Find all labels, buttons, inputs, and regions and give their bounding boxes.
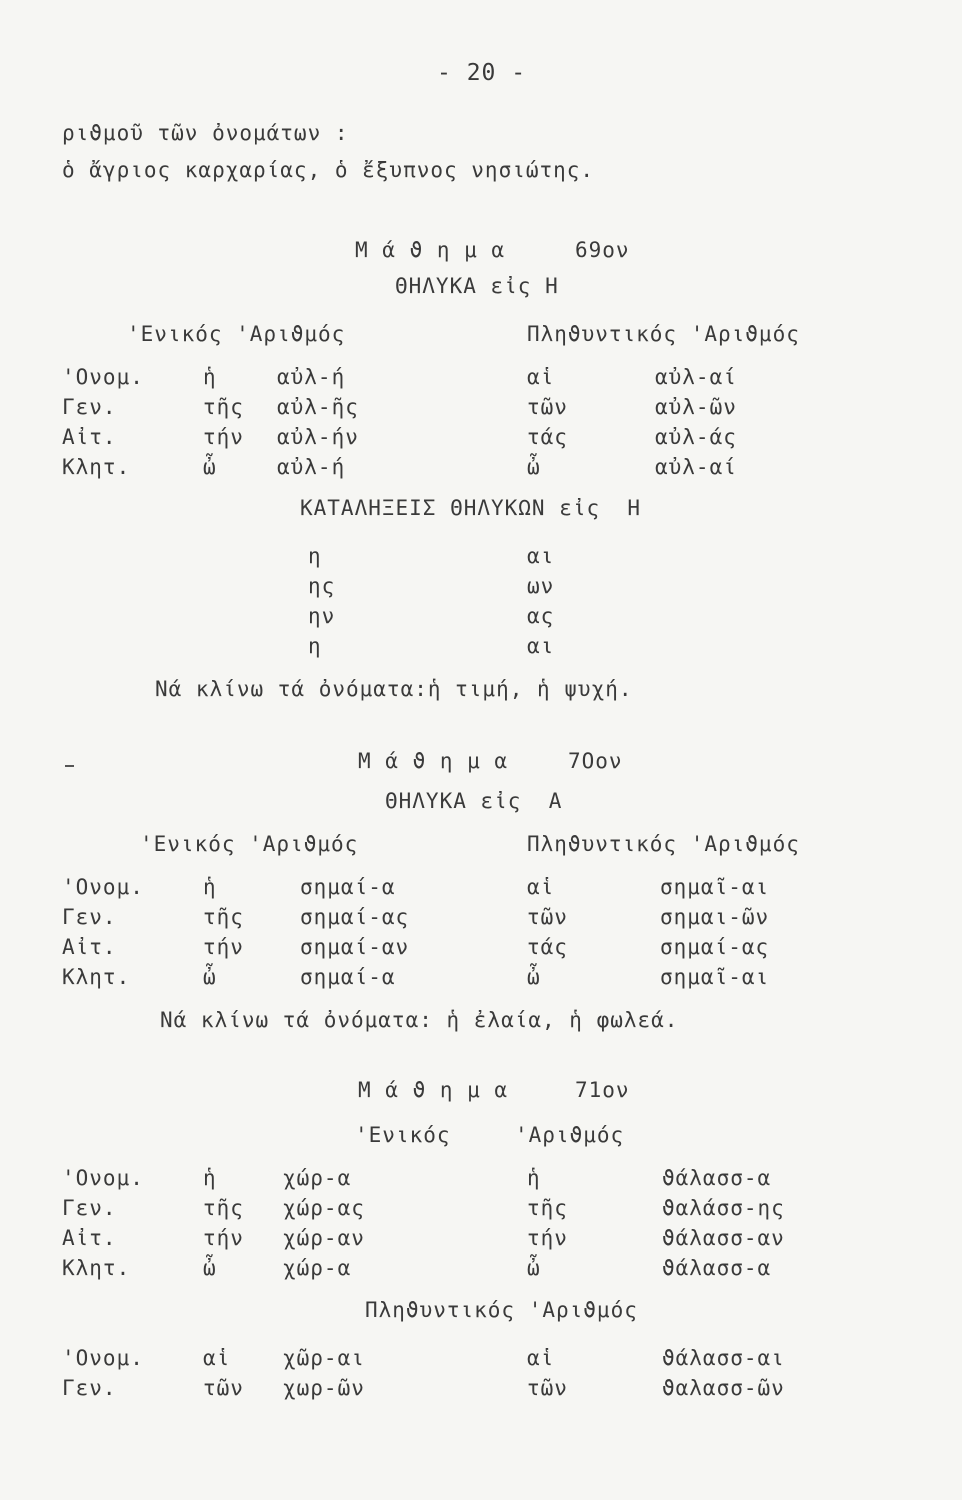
case-label: Αἰτ. bbox=[62, 1226, 117, 1250]
plural-article: τάς bbox=[527, 935, 568, 959]
case-label: Γεν. bbox=[62, 1376, 117, 1400]
noun-form: χώρ-αν bbox=[283, 1226, 365, 1250]
noun-form-2: ϑαλασσ-ῶν bbox=[662, 1376, 785, 1400]
lesson-71-singular-header-b: 'Αριϑμός bbox=[515, 1123, 625, 1147]
noun-form-2: ϑάλασσ-αν bbox=[662, 1226, 785, 1250]
singular-ending: η bbox=[308, 634, 322, 658]
plural-noun-form: σημαῖ-αι bbox=[660, 965, 770, 989]
plural-article: ὦ bbox=[527, 965, 541, 989]
plural-ending: ας bbox=[527, 604, 555, 628]
article: τῆς bbox=[203, 905, 244, 929]
case-label: 'Ονομ. bbox=[62, 875, 144, 899]
plural-article: τῶν bbox=[527, 395, 568, 419]
lesson-71-singular-header-a: 'Ενικός bbox=[355, 1123, 451, 1147]
article: ὦ bbox=[203, 455, 217, 479]
noun-form: χώρ-α bbox=[283, 1166, 352, 1190]
lesson-70-exercise: Νά κλίνω τά ὀνόματα: ἡ ἐλαία, ἡ φωλεά. bbox=[160, 1008, 679, 1032]
lesson-70-singular-header: 'Ενικός 'Αριϑμός bbox=[140, 832, 359, 856]
plural-noun-form: αὐλ-άς bbox=[655, 425, 737, 449]
case-label: Κλητ. bbox=[62, 965, 131, 989]
plural-article: τάς bbox=[527, 425, 568, 449]
singular-ending: ης bbox=[308, 574, 336, 598]
case-label: Κλητ. bbox=[62, 455, 131, 479]
case-label: 'Ονομ. bbox=[62, 365, 144, 389]
lesson-70-plural-header: Πληϑυντικός 'Αριϑμός bbox=[527, 832, 800, 856]
case-label: 'Ονομ. bbox=[62, 1166, 144, 1190]
article-2: τῆς bbox=[527, 1196, 568, 1220]
article: ὦ bbox=[203, 965, 217, 989]
noun-form-2: ϑάλασσ-αι bbox=[662, 1346, 785, 1370]
noun-form: αὐλ-ήν bbox=[277, 425, 359, 449]
article-2: αἱ bbox=[527, 1346, 555, 1370]
article-2: ὦ bbox=[527, 1256, 541, 1280]
noun-form: χώρ-ας bbox=[283, 1196, 365, 1220]
noun-form: σημαί-α bbox=[300, 965, 396, 989]
lesson-69-singular-header: 'Ενικός 'Αριϑμός bbox=[127, 322, 346, 346]
article: τῆς bbox=[203, 1196, 244, 1220]
page-number: - 20 - bbox=[437, 60, 527, 86]
plural-article: τῶν bbox=[527, 905, 568, 929]
article-2: τήν bbox=[527, 1226, 568, 1250]
case-label: Κλητ. bbox=[62, 1256, 131, 1280]
article: τῶν bbox=[203, 1376, 244, 1400]
intro-line-1: ριϑμοῦ τῶν ὀνομάτων : bbox=[62, 121, 349, 145]
lesson-71-number: 71ον bbox=[575, 1078, 630, 1102]
case-label: Γεν. bbox=[62, 395, 117, 419]
case-label: Γεν. bbox=[62, 905, 117, 929]
singular-ending: ην bbox=[308, 604, 336, 628]
plural-noun-form: σημαι-ῶν bbox=[660, 905, 770, 929]
article: τῆς bbox=[203, 395, 244, 419]
article: ὦ bbox=[203, 1256, 217, 1280]
lesson-69-subtitle: ΘΗΛΥΚΑ εἰς Η bbox=[395, 274, 559, 298]
noun-form-2: ϑάλασσ-α bbox=[662, 1256, 772, 1280]
case-label: 'Ονομ. bbox=[62, 1346, 144, 1370]
noun-form: χῶρ-αι bbox=[283, 1346, 365, 1370]
noun-form-2: ϑαλάσσ-ης bbox=[662, 1196, 785, 1220]
endings-title: ΚΑΤΑΛΗΞΕΙΣ ΘΗΛΥΚΩΝ εἰς Η bbox=[300, 496, 642, 520]
noun-form: αὐλ-ῆς bbox=[277, 395, 359, 419]
noun-form: σημαί-ας bbox=[300, 905, 410, 929]
plural-ending: ων bbox=[527, 574, 555, 598]
article-2: ἡ bbox=[527, 1166, 541, 1190]
lesson-69-number: 69ον bbox=[575, 238, 630, 262]
noun-form: σημαί-αν bbox=[300, 935, 410, 959]
intro-line-2: ὁ ἄγριος καρχαρίας, ὁ ἔξυπνος νησιώτης. bbox=[62, 158, 595, 182]
noun-form: αὐλ-ή bbox=[277, 455, 346, 479]
plural-article: ὦ bbox=[527, 455, 541, 479]
plural-ending: αι bbox=[527, 634, 555, 658]
case-label: Αἰτ. bbox=[62, 935, 117, 959]
noun-form: χώρ-α bbox=[283, 1256, 352, 1280]
margin-dash bbox=[65, 765, 74, 767]
article: τήν bbox=[203, 935, 244, 959]
plural-article: αἱ bbox=[527, 875, 555, 899]
noun-form: σημαί-α bbox=[300, 875, 396, 899]
article: τήν bbox=[203, 425, 244, 449]
lesson-69-exercise: Νά κλίνω τά ὀνόματα:ἡ τιμή, ἡ ψυχή. bbox=[155, 677, 633, 701]
article-2: τῶν bbox=[527, 1376, 568, 1400]
article: ἡ bbox=[203, 875, 217, 899]
lesson-69-title: Μ ά ϑ η μ α bbox=[355, 238, 506, 262]
plural-noun-form: σημαῖ-αι bbox=[660, 875, 770, 899]
lesson-71-title: Μ ά ϑ η μ α bbox=[358, 1078, 509, 1102]
noun-form: χωρ-ῶν bbox=[283, 1376, 365, 1400]
plural-noun-form: σημαί-ας bbox=[660, 935, 770, 959]
noun-form-2: ϑάλασσ-α bbox=[662, 1166, 772, 1190]
lesson-69-plural-header: Πληϑυντικός 'Αριϑμός bbox=[527, 322, 800, 346]
lesson-71-plural-header: Πληϑυντικός 'Αριϑμός bbox=[365, 1298, 638, 1322]
plural-noun-form: αὐλ-ῶν bbox=[655, 395, 737, 419]
singular-ending: η bbox=[308, 544, 322, 568]
lesson-70-number: 7Οον bbox=[568, 749, 623, 773]
plural-noun-form: αὐλ-αί bbox=[655, 455, 737, 479]
article: αἱ bbox=[203, 1346, 231, 1370]
lesson-70-subtitle: ΘΗΛΥΚΑ εἰς Α bbox=[385, 789, 563, 813]
plural-ending: αι bbox=[527, 544, 555, 568]
plural-article: αἱ bbox=[527, 365, 555, 389]
article: ἡ bbox=[203, 365, 217, 389]
case-label: Αἰτ. bbox=[62, 425, 117, 449]
case-label: Γεν. bbox=[62, 1196, 117, 1220]
noun-form: αὐλ-ή bbox=[277, 365, 346, 389]
lesson-70-title: Μ ά ϑ η μ α bbox=[358, 749, 509, 773]
plural-noun-form: αὐλ-αί bbox=[655, 365, 737, 389]
article: τήν bbox=[203, 1226, 244, 1250]
article: ἡ bbox=[203, 1166, 217, 1190]
